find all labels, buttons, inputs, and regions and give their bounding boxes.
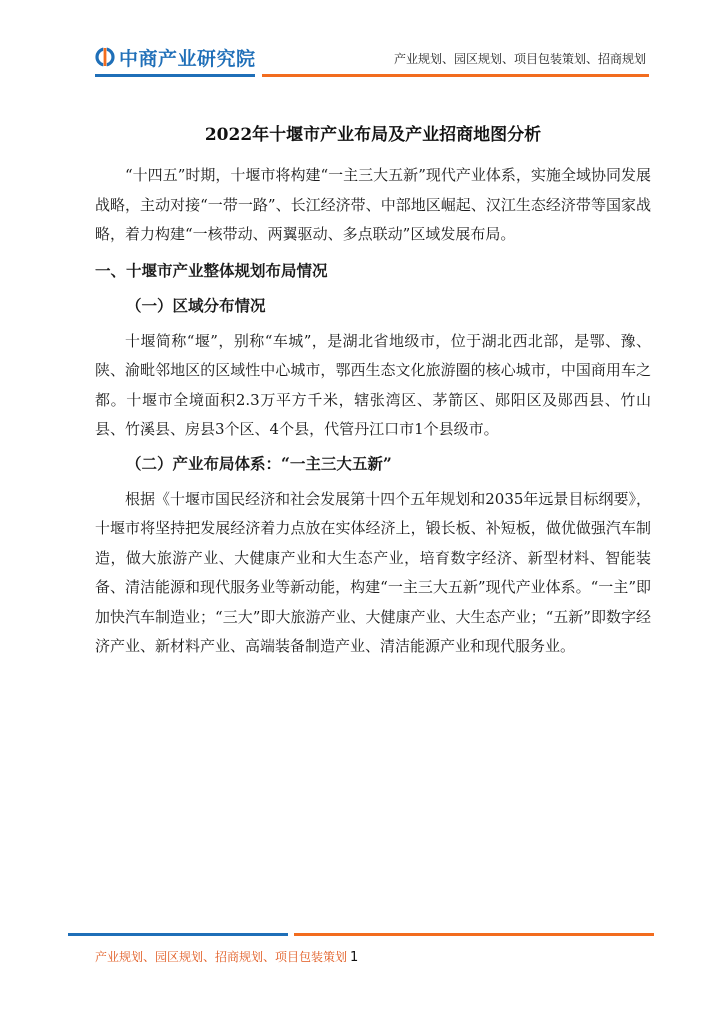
company-logo[interactable] [95, 44, 256, 70]
footer-rule-orange [294, 933, 654, 936]
subsection-heading-2: （二）产业布局体系：“一主三大五新” [126, 453, 392, 473]
document-body [95, 120, 651, 662]
section-heading-1: 一、十堰市产业整体规划布局情况 [95, 260, 328, 280]
header-tagline: 产业规划、园区规划、项目包装策划、招商规划 [393, 52, 646, 66]
logo-mark-icon [95, 47, 115, 67]
document-title: 2022年十堰市产业布局及产业招商地图分析 [204, 125, 542, 145]
page-footer [95, 948, 358, 965]
page-number: 1 [350, 950, 359, 965]
page-header [0, 0, 724, 80]
footer-rule-blue [68, 933, 288, 936]
header-rule-orange [262, 74, 649, 77]
intro-paragraph: “十四五”时期，十堰市将构建“一主三大五新”现代产业体系，实施全域协同发展战略，主动对接“一带一路”、长江经济带、中部地区崛起、汉江生态经济带等国家战略，着力构建“一核带动、两翼驱动、多点联动”区域发展布局。 [95, 166, 651, 243]
industry-system-paragraph: 根据《十堰市国民经济和社会发展第十四个五年规划和2035年远景目标纲要》，十堰市将坚持把发展经济着力点放在实体经济上，锻长板、补短板，做优做强汽车制造，做大旅游产业、大健康产业和大生态产业，培育数字经济、新型材料、智能装备、清洁能源和现代服务业等新动能，构建“一主三大五新”现代产业体系。“一主”即加快汽车制造业；“三大”即大旅游产业、大健康产业、大生态产业；“五新”即数字经济产业、新材料产业、高端装备制造产业、清洁能源产业和现代服务业。 [95, 489, 651, 655]
footer-tagline: 产业规划、园区规划、招商规划、项目包装策划 [95, 950, 348, 964]
subsection-heading-1: （一）区域分布情况 [126, 295, 266, 315]
header-rule-blue [95, 74, 255, 77]
logo-text: 中商产业研究院 [119, 47, 256, 70]
region-paragraph: 十堰简称“堰”，别称“车城”，是湖北省地级市，位于湖北西北部，是鄂、豫、陕、渝毗邻地区的区域性中心城市，鄂西生态文化旅游圈的核心城市，中国商用车之都。十堰市全境面积2.3万平方千米，辖张湾区、茅箭区、郧阳区及郧西县、竹山县、竹溪县、房县3个区、4个县，代管丹江口市1个县级市。 [95, 331, 651, 438]
